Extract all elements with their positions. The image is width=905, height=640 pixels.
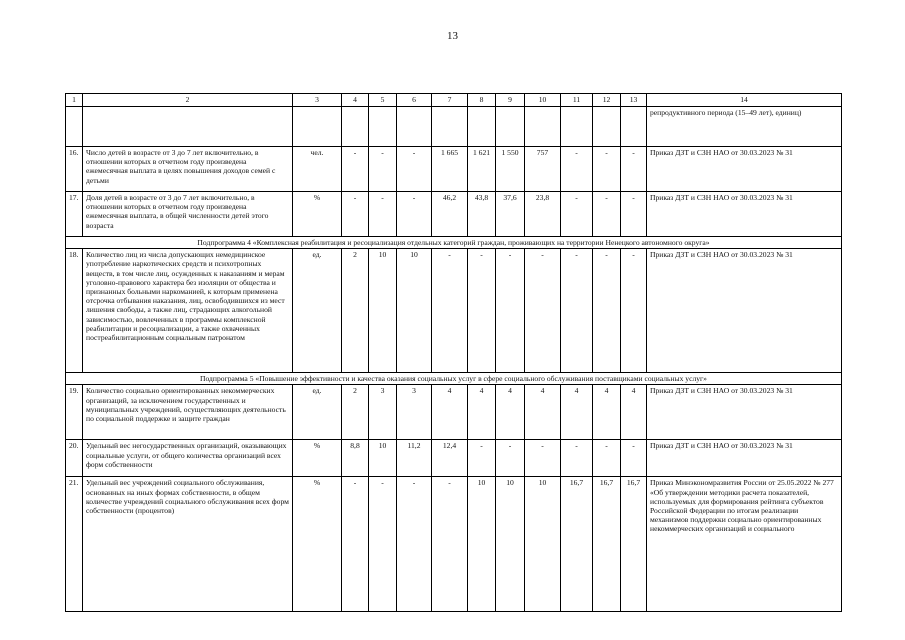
value-cell: 23,8	[525, 192, 561, 237]
value-cell: -	[593, 192, 621, 237]
value-cell: 4	[432, 385, 468, 440]
value-cell: -	[397, 192, 432, 237]
value-cell: -	[468, 249, 496, 373]
header-cell: 1	[66, 94, 83, 107]
value-cell: 46,2	[432, 192, 468, 237]
table-row	[66, 385, 842, 440]
unit-cell: %	[293, 192, 342, 237]
value-cell: 2	[342, 249, 369, 373]
value-cell: 3	[397, 385, 432, 440]
value-cell: -	[621, 147, 647, 192]
subprogram-row	[66, 237, 842, 249]
header-row	[66, 94, 842, 107]
unit-cell: ед.	[293, 249, 342, 373]
header-cell: 11	[561, 94, 593, 107]
header-cell: 10	[525, 94, 561, 107]
source-cell: Приказ ДЗТ и СЗН НАО от 30.03.2023 № 31	[647, 192, 842, 237]
row-number: 17.	[66, 192, 83, 237]
value-cell: -	[432, 249, 468, 373]
value-cell: 4	[525, 385, 561, 440]
value-cell: -	[525, 440, 561, 477]
value-cell: 37,6	[496, 192, 525, 237]
value-cell: -	[496, 440, 525, 477]
value-cell: -	[342, 477, 369, 612]
value-cell: 3	[369, 385, 397, 440]
subprogram-row	[66, 373, 842, 385]
subprogram-title: Подпрограмма 4 «Комплексная реабилитация и ресоциализация отдельных категорий граждан, проживающих на территории Ненецкого автономного округа»	[66, 237, 842, 249]
value-cell: -	[369, 477, 397, 612]
table-row	[66, 440, 842, 477]
header-cell: 14	[647, 94, 842, 107]
value-cell: -	[621, 440, 647, 477]
value-cell: 10	[468, 477, 496, 612]
row-number: 19.	[66, 385, 83, 440]
subprogram-title: Подпрограмма 5 «Повышение эффективности и качества оказания социальных услуг в сфере социального обслуживания поставщиками социальных услуг»	[66, 373, 842, 385]
value-cell: 2	[342, 385, 369, 440]
value-cell: -	[342, 192, 369, 237]
source-cell: Приказ ДЗТ и СЗН НАО от 30.03.2023 № 31	[647, 440, 842, 477]
header-cell: 3	[293, 94, 342, 107]
value-cell: -	[561, 249, 593, 373]
indicator-name: Количество лиц из числа допускающих немедицинское употребление наркотических средств и психотропных веществ, в том числе лиц, осужденных к наказаниям и мерам уголовно-правового характера без изоляции от общества и признанных больными наркоманией, к которым применена отсрочка отбывания наказания, лиц, освободившихся из мест лишения свободы, а также лиц, страдающих алкогольной зависимостью, вовлеченных в программы комплексной реабилитации и ресоциализации, а также охваченных постреабилитационным социальным патронатом	[83, 249, 293, 373]
value-cell: -	[593, 147, 621, 192]
table-row	[66, 249, 842, 373]
value-cell: -	[561, 192, 593, 237]
value-cell: 16,7	[593, 477, 621, 612]
value-cell: 10	[496, 477, 525, 612]
value-cell: 10	[397, 249, 432, 373]
value-cell: -	[468, 440, 496, 477]
row-number: 16.	[66, 147, 83, 192]
indicators-table	[65, 93, 842, 612]
unit-cell: %	[293, 440, 342, 477]
value-cell: -	[496, 249, 525, 373]
indicator-name: Количество социально ориентированных некоммерческих организаций, за исключением государственных и муниципальных учреждений, осуществляющих деятельность по социальной поддержке и защите граждан	[83, 385, 293, 440]
table-row	[66, 477, 842, 612]
value-cell: 11,2	[397, 440, 432, 477]
indicator-name: Число детей в возрасте от 3 до 7 лет включительно, в отношении которых в отчетном году произведена ежемесячная выплата в целях повышения доходов семей с детьми	[83, 147, 293, 192]
source-cell: Приказ ДЗТ и СЗН НАО от 30.03.2023 № 31	[647, 147, 842, 192]
header-cell: 4	[342, 94, 369, 107]
value-cell: 1 550	[496, 147, 525, 192]
source-cell: Приказ ДЗТ и СЗН НАО от 30.03.2023 № 31	[647, 385, 842, 440]
value-cell: -	[397, 147, 432, 192]
value-cell: 12,4	[432, 440, 468, 477]
value-cell: -	[369, 147, 397, 192]
indicator-name: Удельный вес негосударственных организаций, оказывающих социальные услуги, от общего количества организаций всех форм собственности	[83, 440, 293, 477]
value-cell: -	[369, 192, 397, 237]
header-cell: 5	[369, 94, 397, 107]
indicator-name: Удельный вес учреждений социального обслуживания, основанных на иных формах собственности, в общем количестве учреждений социального обслуживания всех форм собственности (процентов)	[83, 477, 293, 612]
value-cell: 1 621	[468, 147, 496, 192]
value-cell: 8,8	[342, 440, 369, 477]
value-cell: -	[525, 249, 561, 373]
value-cell: -	[561, 147, 593, 192]
value-cell: -	[432, 477, 468, 612]
unit-cell: чел.	[293, 147, 342, 192]
header-cell: 12	[593, 94, 621, 107]
value-cell: -	[561, 440, 593, 477]
row-number: 18.	[66, 249, 83, 373]
value-cell: 10	[369, 440, 397, 477]
value-cell: 16,7	[621, 477, 647, 612]
source-cell: Приказ ДЗТ и СЗН НАО от 30.03.2023 № 31	[647, 249, 842, 373]
value-cell: 43,8	[468, 192, 496, 237]
value-cell: 4	[496, 385, 525, 440]
value-cell: 4	[621, 385, 647, 440]
table-row	[66, 147, 842, 192]
value-cell: 757	[525, 147, 561, 192]
header-cell: 13	[621, 94, 647, 107]
header-cell: 8	[468, 94, 496, 107]
continuation-row	[66, 107, 842, 147]
row-number: 20.	[66, 440, 83, 477]
value-cell: -	[593, 249, 621, 373]
value-cell: -	[593, 440, 621, 477]
header-cell: 6	[397, 94, 432, 107]
value-cell: -	[621, 192, 647, 237]
value-cell: 10	[369, 249, 397, 373]
unit-cell: %	[293, 477, 342, 612]
value-cell: -	[621, 249, 647, 373]
cell-source: репродуктивного периода (15–49 лет), единиц)	[647, 107, 842, 147]
value-cell: 4	[561, 385, 593, 440]
value-cell: 4	[593, 385, 621, 440]
table-row	[66, 192, 842, 237]
row-number: 21.	[66, 477, 83, 612]
header-cell: 2	[83, 94, 293, 107]
page-number: 13	[447, 30, 458, 42]
indicator-name: Доля детей в возрасте от 3 до 7 лет включительно, в отношении которых в отчетном году произведена ежемесячная выплата, в общей численности детей этого возраста	[83, 192, 293, 237]
value-cell: 10	[525, 477, 561, 612]
unit-cell: ед.	[293, 385, 342, 440]
value-cell: -	[342, 147, 369, 192]
source-cell: Приказ Минэкономразвития России от 25.05.2022 № 277 «Об утверждении методики расчета показателей, используемых для формирования рейтинга субъектов Российской Федерации по итогам реализации механизмов поддержки социально ориентированных некоммерческих организаций и социального	[647, 477, 842, 612]
value-cell: 1 665	[432, 147, 468, 192]
header-cell: 7	[432, 94, 468, 107]
value-cell: 4	[468, 385, 496, 440]
value-cell: -	[397, 477, 432, 612]
value-cell: 16,7	[561, 477, 593, 612]
header-cell: 9	[496, 94, 525, 107]
